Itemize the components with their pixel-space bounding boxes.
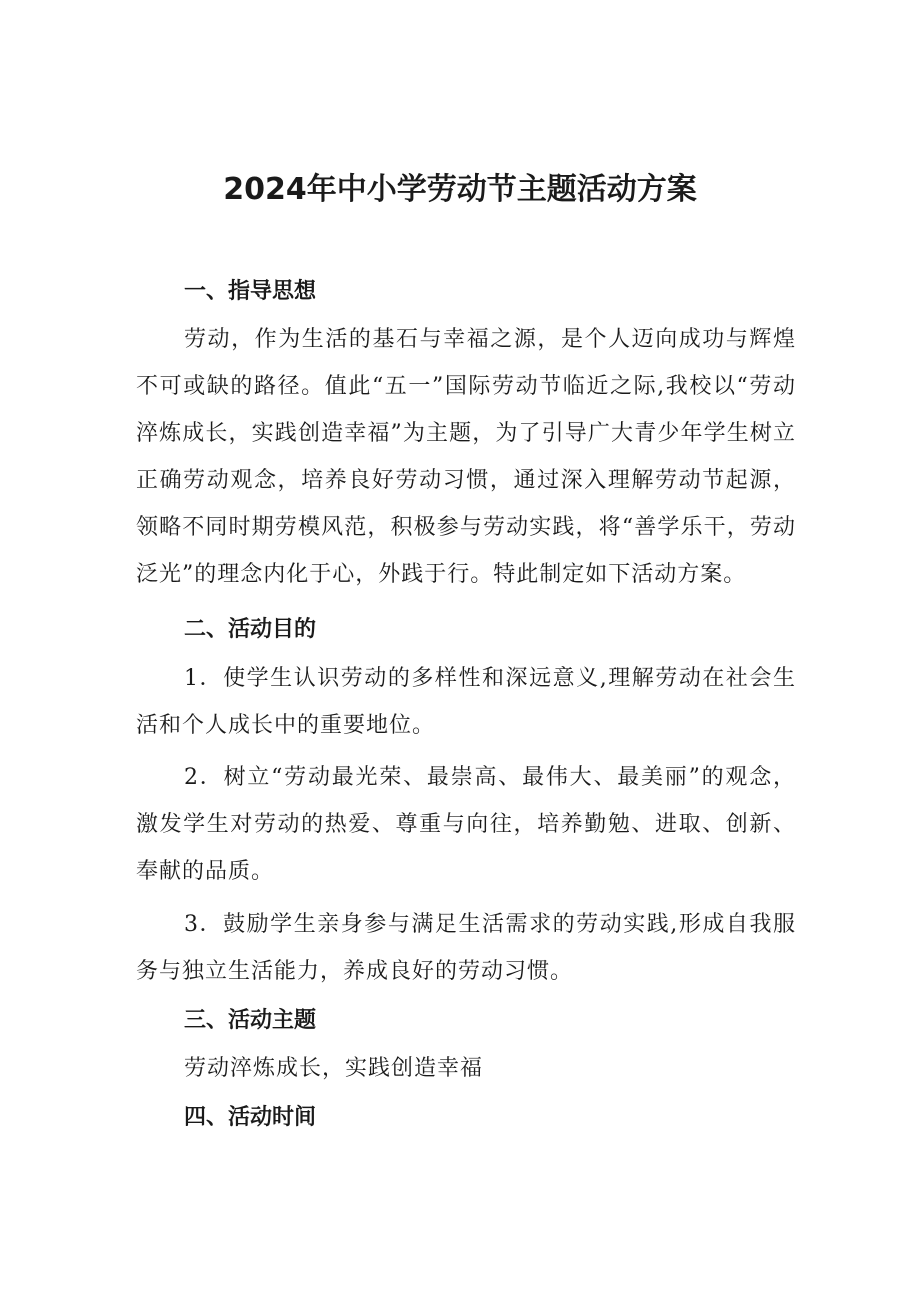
document-title: 2024年中小学劳动节主题活动方案 [223,172,697,207]
section-heading-activity-purpose: 二、活动目的 [184,617,317,642]
activity-theme-text: 劳动淬炼成长，实践创造幸福 [184,1056,484,1081]
paragraph-purpose-2: 2．树立“劳动最光荣、最崇高、最伟大、最美丽”的观念，激发学生对劳动的热爱、尊重与向往，培养勤勉、进取、创新、奉献的品质。 [136,765,796,884]
paragraph-purpose-3: 3．鼓励学生亲身参与满足生活需求的劳动实践,形成自我服务与独立生活能力，养成良好的劳动习惯。 [136,912,796,984]
paragraph-guiding-ideology: 劳动，作为生活的基石与幸福之源，是个人迈向成功与辉煌不可或缺的路径。值此“五一”国际劳动节临近之际,我校以“劳动淬炼成长，实践创造幸福”为主题，为了引导广大青少年学生树立正确劳动观念，培养良好劳动习惯，通过深入理解劳动节起源，领略不同时期劳模风范，积极参与劳动实践，将“善学乐干，劳动泛光”的理念内化于心，外践于行。特此制定如下活动方案。 [136,327,796,587]
paragraph-purpose-1: 1．使学生认识劳动的多样性和深远意义,理解劳动在社会生活和个人成长中的重要地位。 [136,666,796,738]
section-heading-activity-time: 四、活动时间 [184,1105,317,1130]
section-heading-activity-theme: 三、活动主题 [184,1008,317,1033]
section-heading-guiding-ideology: 一、指导思想 [184,279,317,304]
